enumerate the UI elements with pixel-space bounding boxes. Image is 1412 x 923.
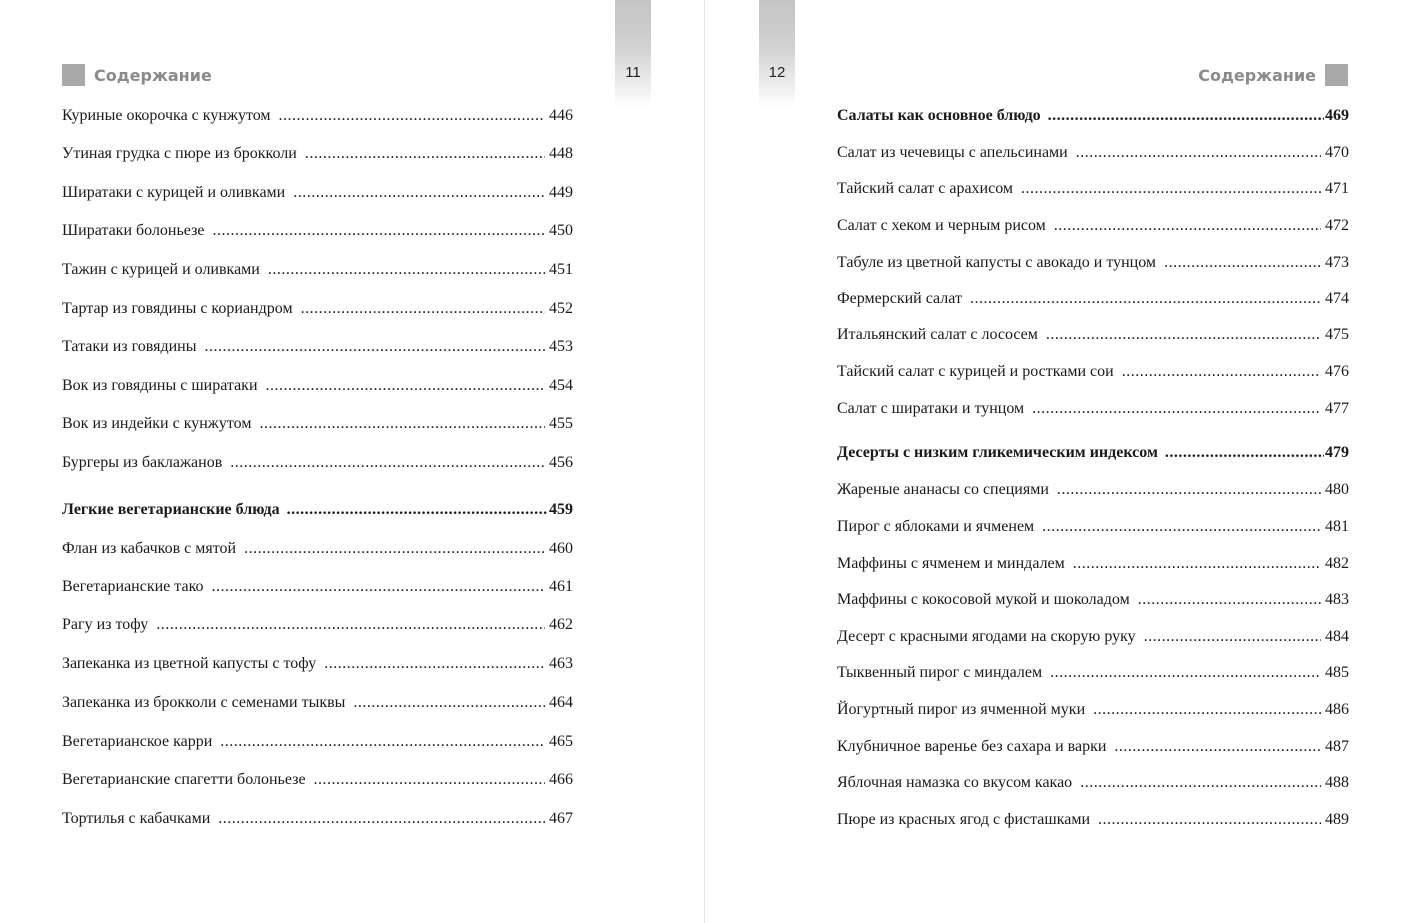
dot-leader	[293, 182, 545, 204]
toc-entry[interactable]	[62, 576, 573, 598]
toc-entry-title: Табуле из цветной капусты с авокадо и тунцом	[837, 254, 1157, 271]
dot-leader	[1114, 736, 1321, 758]
dot-leader	[1144, 626, 1321, 648]
toc-entry-title: Татаки из говядины	[62, 338, 197, 355]
dot-leader	[230, 452, 545, 474]
page-number-tab	[759, 0, 795, 108]
header-title: Содержание	[1198, 65, 1316, 85]
toc-entry-title: Ширатаки с курицей и оливками	[62, 184, 286, 201]
toc-entry[interactable]	[62, 105, 573, 127]
toc-entry-title: Запеканка из цветной капусты с тофу	[62, 655, 317, 672]
toc-entry-page: 488	[1325, 774, 1349, 791]
toc-entry-title: Салаты как основное блюдо	[837, 107, 1041, 124]
toc-entry-title: Пюре из красных ягод с фисташками	[837, 811, 1091, 828]
toc-entry[interactable]	[62, 375, 573, 397]
toc-entry[interactable]	[837, 215, 1349, 237]
toc-entry[interactable]	[62, 769, 573, 791]
dot-leader	[213, 220, 545, 242]
dot-leader	[1164, 252, 1321, 274]
toc-entry-title: Бургеры из баклажанов	[62, 454, 223, 471]
toc-entry[interactable]	[837, 324, 1349, 346]
toc-entry[interactable]	[62, 298, 573, 320]
toc-entry-page: 461	[549, 578, 573, 595]
toc-entry-page: 483	[1325, 591, 1349, 608]
dot-leader	[970, 288, 1321, 310]
toc-entry-page: 469	[1325, 107, 1349, 124]
toc-entry-page: 479	[1325, 444, 1349, 461]
toc-entry[interactable]	[837, 361, 1349, 383]
header-title: Содержание	[94, 65, 212, 85]
toc-entry-page: 462	[549, 616, 573, 633]
dot-leader	[1054, 215, 1321, 237]
toc-entry-page: 487	[1325, 738, 1349, 755]
dot-leader	[204, 336, 545, 358]
toc-entry-page: 459	[549, 501, 573, 518]
dot-leader	[1057, 479, 1321, 501]
toc-entry-page: 481	[1325, 518, 1349, 535]
section-header	[62, 64, 212, 86]
right-page	[705, 0, 1412, 923]
dot-leader	[1080, 772, 1321, 794]
toc-section-heading[interactable]	[837, 442, 1349, 464]
toc-entry-page: 467	[549, 810, 573, 827]
dot-leader	[305, 143, 545, 165]
toc-entry-page: 456	[549, 454, 573, 471]
toc-entry-page: 480	[1325, 481, 1349, 498]
toc-entry[interactable]	[837, 589, 1349, 611]
toc-entry[interactable]	[837, 398, 1349, 420]
toc-entry-page: 463	[549, 655, 573, 672]
toc-entry-page: 471	[1325, 180, 1349, 197]
toc-entry-title: Десерт с красными ягодами на скорую руку	[837, 628, 1136, 645]
toc-entry-title: Салат из чечевицы с апельсинами	[837, 144, 1068, 161]
dot-leader	[1042, 516, 1321, 538]
toc-entry-title: Тайский салат с курицей и ростками сои	[837, 363, 1114, 380]
dot-leader	[268, 259, 545, 281]
dot-leader	[287, 499, 548, 521]
dot-leader	[1076, 142, 1321, 164]
toc-entry[interactable]	[837, 516, 1349, 538]
toc-entry-page: 466	[549, 771, 573, 788]
dot-leader	[353, 692, 545, 714]
toc-entry-title: Ширатаки болоньезе	[62, 222, 205, 239]
toc-entry-title: Запеканка из брокколи с семенами тыквы	[62, 694, 346, 711]
toc-entry-page: 474	[1325, 290, 1349, 307]
toc-entry-page: 448	[549, 145, 573, 162]
dot-leader	[244, 538, 545, 560]
toc-entry-page: 452	[549, 300, 573, 317]
dot-leader	[1021, 178, 1321, 200]
dot-leader	[1046, 324, 1321, 346]
toc-entry[interactable]	[62, 413, 573, 435]
header-square-icon	[1325, 64, 1348, 86]
toc-entry-title: Яблочная намазка со вкусом какао	[837, 774, 1073, 791]
toc-entry[interactable]	[62, 143, 573, 165]
toc-entry-page: 460	[549, 540, 573, 557]
dot-leader	[1165, 442, 1324, 464]
toc-entry[interactable]	[62, 808, 573, 830]
dot-leader	[1093, 699, 1321, 721]
toc-entry-title: Вок из говядины с ширатаки	[62, 377, 258, 394]
toc-entry[interactable]	[62, 692, 573, 714]
toc-entry[interactable]	[62, 731, 573, 753]
dot-leader	[324, 653, 545, 675]
dot-leader	[266, 375, 545, 397]
dot-leader	[1032, 398, 1321, 420]
toc-entry-page: 464	[549, 694, 573, 711]
toc-entry[interactable]	[62, 220, 573, 242]
toc-entry[interactable]	[837, 699, 1349, 721]
dot-leader	[1048, 105, 1324, 127]
toc-entry-title: Итальянский салат с лососем	[837, 326, 1038, 343]
toc-entry-page: 455	[549, 415, 573, 432]
dot-leader	[301, 298, 545, 320]
toc-entry-title: Десерты с низким гликемическим индексом	[837, 444, 1158, 461]
toc-entry-page: 450	[549, 222, 573, 239]
dot-leader	[1073, 553, 1321, 575]
page-number: 12	[768, 64, 786, 81]
dot-leader	[218, 808, 545, 830]
dot-leader	[220, 731, 545, 753]
toc-entry-page: 489	[1325, 811, 1349, 828]
toc-entry-title: Куриные окорочка с кунжутом	[62, 107, 271, 124]
toc-entry[interactable]	[837, 662, 1349, 684]
toc-entry-page: 454	[549, 377, 573, 394]
toc-entry[interactable]	[837, 252, 1349, 274]
dot-leader	[1122, 361, 1321, 383]
toc-entry-page: 470	[1325, 144, 1349, 161]
toc-entry-title: Фермерский салат	[837, 290, 962, 307]
toc-entry-page: 475	[1325, 326, 1349, 343]
toc-entry[interactable]	[62, 538, 573, 560]
toc-entry-page: 446	[549, 107, 573, 124]
toc-entry[interactable]	[62, 336, 573, 358]
toc-entry-title: Вегетарианские спагетти болоньезе	[62, 771, 306, 788]
toc-entry-page: 449	[549, 184, 573, 201]
dot-leader	[156, 614, 545, 636]
toc-entry[interactable]	[62, 653, 573, 675]
toc-entry-title: Тыквенный пирог с миндалем	[837, 664, 1043, 681]
toc-entry-title: Вегетарианское карри	[62, 733, 213, 750]
toc-entry[interactable]	[837, 142, 1349, 164]
left-page	[0, 0, 704, 923]
toc-entry-page: 485	[1325, 664, 1349, 681]
header-square-icon	[62, 64, 85, 86]
toc-entry-title: Клубничное варенье без сахара и варки	[837, 738, 1107, 755]
page-number: 11	[625, 64, 641, 81]
dot-leader	[212, 576, 545, 598]
toc-entry-title: Йогуртный пирог из ячменной муки	[837, 701, 1086, 718]
toc-entry-page: 486	[1325, 701, 1349, 718]
toc-entry-page: 482	[1325, 555, 1349, 572]
page-number-tab	[615, 0, 651, 108]
toc-entry[interactable]	[837, 553, 1349, 575]
section-header	[1198, 64, 1348, 86]
toc-entry-title: Жареные ананасы со специями	[837, 481, 1049, 498]
toc-entry-title: Тажин с курицей и оливками	[62, 261, 260, 278]
toc-entry-title: Вегетарианские тако	[62, 578, 204, 595]
toc-entry-page: 465	[549, 733, 573, 750]
toc-entry[interactable]	[62, 182, 573, 204]
toc-entry-page: 473	[1325, 254, 1349, 271]
toc-entry[interactable]	[837, 772, 1349, 794]
dot-leader	[1098, 809, 1321, 831]
toc-entry[interactable]	[837, 626, 1349, 648]
toc-entry-title: Тортилья с кабачками	[62, 810, 211, 827]
toc-entry-title: Пирог с яблоками и ячменем	[837, 518, 1035, 535]
dot-leader	[259, 413, 545, 435]
dot-leader	[314, 769, 545, 791]
toc-entry-page: 453	[549, 338, 573, 355]
toc-entry[interactable]	[837, 288, 1349, 310]
toc-entry-title: Маффины с ячменем и миндалем	[837, 555, 1065, 572]
toc-entry-title: Маффины с кокосовой мукой и шоколадом	[837, 591, 1130, 608]
toc-section-heading[interactable]	[62, 499, 573, 521]
toc-entry-page: 472	[1325, 217, 1349, 234]
toc-entry[interactable]	[62, 259, 573, 281]
toc-entry-title: Легкие вегетарианские блюда	[62, 501, 280, 518]
toc-entry-title: Утиная грудка с пюре из брокколи	[62, 145, 297, 162]
toc-section-heading[interactable]	[837, 105, 1349, 127]
toc-entry-page: 477	[1325, 400, 1349, 417]
dot-leader	[1050, 662, 1321, 684]
toc-entry[interactable]	[837, 178, 1349, 200]
toc-entry-page: 484	[1325, 628, 1349, 645]
toc-entry[interactable]	[837, 736, 1349, 758]
toc-entry[interactable]	[837, 479, 1349, 501]
toc-entry[interactable]	[837, 809, 1349, 831]
dot-leader	[279, 105, 545, 127]
toc-entry-title: Рагу из тофу	[62, 616, 149, 633]
dot-leader	[1138, 589, 1321, 611]
toc-entry[interactable]	[62, 614, 573, 636]
toc-entry-page: 476	[1325, 363, 1349, 380]
toc-entry-title: Салат с хеком и черным рисом	[837, 217, 1046, 234]
toc-entry-page: 451	[549, 261, 573, 278]
toc-entry-title: Флан из кабачков с мятой	[62, 540, 237, 557]
toc-entry-title: Тартар из говядины с кориандром	[62, 300, 293, 317]
toc-entry[interactable]	[62, 452, 573, 474]
toc-entry-title: Тайский салат с арахисом	[837, 180, 1014, 197]
toc-entry-title: Вок из индейки с кунжутом	[62, 415, 252, 432]
toc-entry-title: Салат с ширатаки и тунцом	[837, 400, 1025, 417]
